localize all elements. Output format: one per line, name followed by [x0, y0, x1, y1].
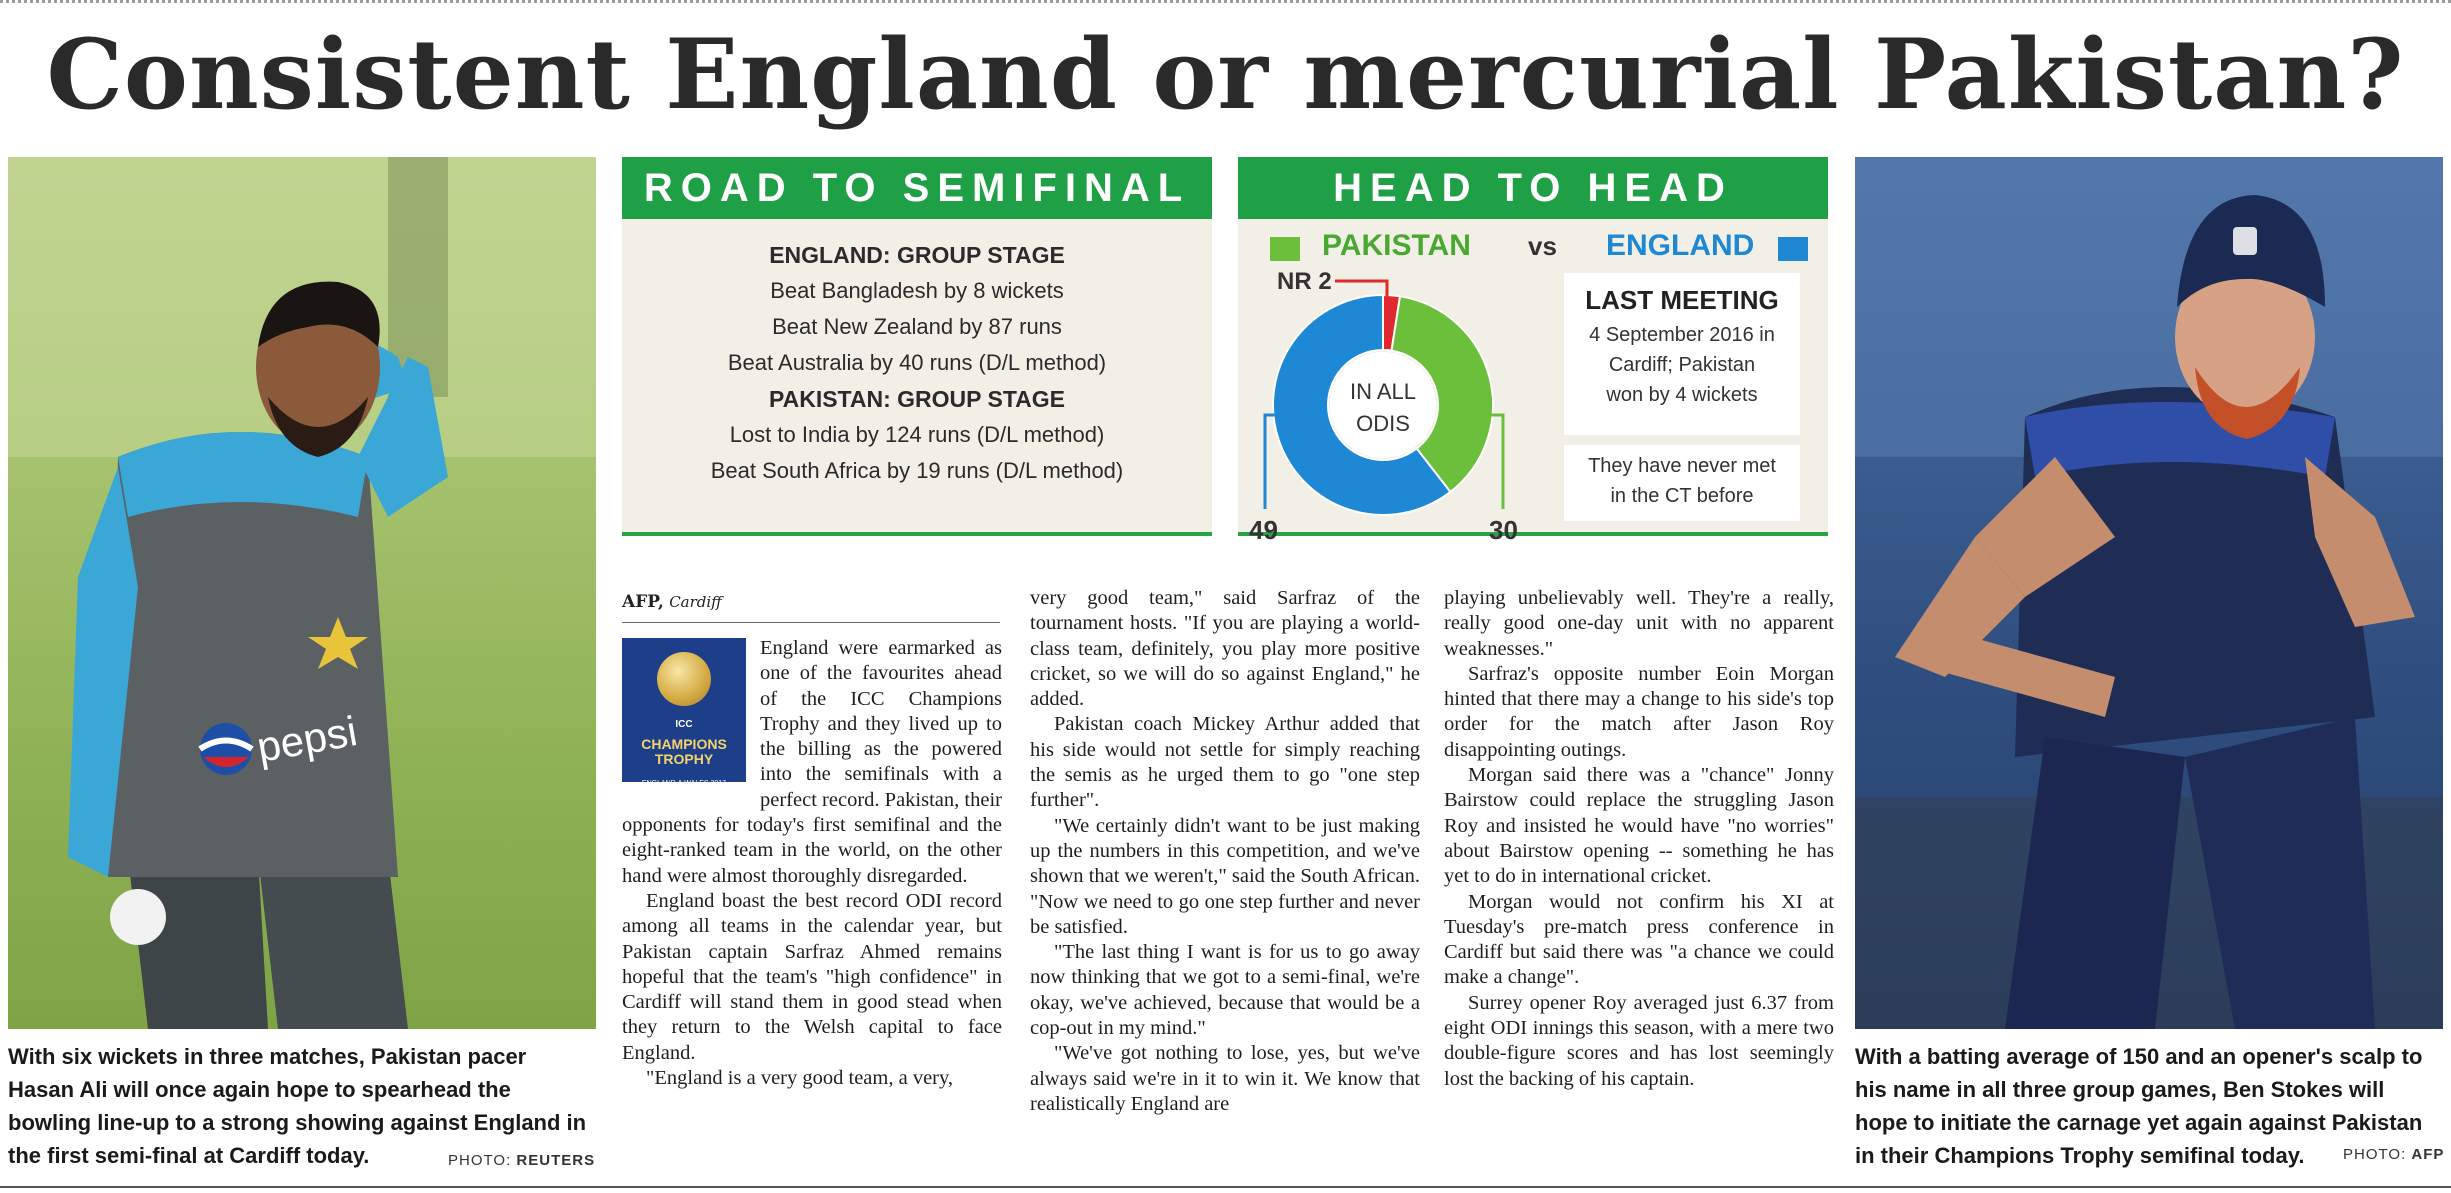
credit-label: PHOTO:	[2343, 1146, 2407, 1163]
head-to-head-box	[1238, 157, 1828, 545]
photo-ben-stokes	[1855, 157, 2443, 1029]
photo-hasan-ali	[8, 157, 596, 1029]
article-paragraph: "We certainly didn't want to be just making up the numbers in this competition, and we've shown that we weren't," said the South African. "Now we need to go one step further and never be satisfied.	[1030, 814, 1420, 938]
bottom-rule	[0, 1186, 2451, 1188]
road-to-semifinal-body	[622, 219, 1212, 489]
article-paragraph: England boast the best record ODI record among all teams in the calendar year, but Pakistan captain Sarfraz Ahmed remains hopeful that the team's "high confidence" in Cardiff will stand them in good stead when they return to the Welsh capital to face England.	[622, 889, 1002, 1064]
article-paragraph: Surrey opener Roy averaged just 6.37 from eight ODI innings this season, with a mere two double-figure scores and has lost seemingly lost the backing of his captain.	[1444, 991, 1834, 1090]
england-result: Beat New Zealand by 87 runs	[772, 314, 1062, 339]
donut-center-label: IN ALL	[1349, 379, 1417, 404]
road-to-semifinal-box	[622, 157, 1212, 536]
donut-center-label: ODIS	[1356, 411, 1410, 436]
photo-credit-right	[2343, 1146, 2444, 1163]
england-legend-label: ENGLAND	[1606, 229, 1755, 262]
caption-right: With a batting average of 150 and an opener's scalp to his name in all three group games, Ben Stokes will hope to initiate the carnage yet again against Pakistan in their Champions Trophy semifinal today.	[1855, 1044, 2423, 1168]
never-met-card	[1564, 445, 1800, 521]
jersey-sponsor-text: pepsi	[253, 707, 361, 771]
article-paragraph: Morgan said there was a "chance" Jonny Bairstow could replace the struggling Jason Roy and insisted he would have "no worries" about Bairstow opening -- something he has yet to do in international cricket.	[1444, 764, 1834, 888]
pakistan-result: Beat South Africa by 19 runs (D/L method)	[710, 458, 1124, 483]
logo-text: TROPHY	[654, 751, 714, 768]
article-paragraph: playing unbelievably well. They're a really, really good one-day unit with no apparent weaknesses."	[1444, 587, 1834, 660]
article-paragraph: "We've got nothing to lose, yes, but we've always said we're in it to win it. We know that realistically England are	[1030, 1042, 1420, 1115]
pakistan-swatch	[1270, 237, 1300, 261]
pakistan-value-label: 30	[1489, 515, 1518, 545]
article-paragraph: Morgan would not confirm his XI at Tuesday's pre-match press conference in Cardiff but said there was "a chance we could make a change".	[1444, 890, 1834, 989]
dateline-rule	[622, 622, 1000, 623]
caption-left: With six wickets in three matches, Pakistan pacer Hasan Ali will once again hope to spearhead the bowling line-up to a strong showing against England in the first semi-final at Cardiff today.	[8, 1044, 587, 1168]
article-column-3	[1444, 586, 1834, 1092]
player-illustration-left	[8, 157, 596, 1029]
england-leader-line	[1265, 415, 1275, 509]
pakistan-group-header: PAKISTAN: GROUP STAGE	[768, 386, 1066, 412]
nr-value-label: NR 2	[1277, 268, 1332, 295]
logo-text: ENGLAND & WALES 2017	[641, 780, 727, 788]
dateline	[622, 592, 722, 612]
headline: Consistent England or mercurial Pakistan?	[46, 18, 2405, 131]
england-group-header: ENGLAND: GROUP STAGE	[769, 242, 1065, 268]
vs-label: vs	[1528, 231, 1557, 261]
pakistan-leader-line	[1491, 415, 1503, 509]
never-met-line: in the CT before	[1610, 485, 1754, 507]
england-swatch	[1778, 237, 1808, 261]
logo-text: CHAMPIONS	[641, 736, 727, 753]
last-meeting-line: Cardiff; Pakistan	[1608, 354, 1756, 376]
pakistan-legend-label: PAKISTAN	[1322, 229, 1471, 262]
donut-center	[1330, 352, 1436, 458]
logo-text: ICC	[675, 719, 693, 730]
article-paragraph: "The last thing I want is for us to go away now thinking that we got to a semi-final, we're okay, we've achieved, because that would be a cop-out in my mind."	[1030, 941, 1420, 1040]
article-paragraph: Pakistan coach Mickey Arthur added that his side would not settle for simply reaching the semis as he urged them to go "one step further".	[1030, 713, 1420, 812]
last-meeting-line: 4 September 2016 in	[1589, 324, 1775, 346]
england-result: Beat Australia by 40 runs (D/L method)	[727, 350, 1107, 375]
head-to-head-donut-chart	[1249, 267, 1558, 545]
article-paragraph: very good team," said Sarfraz of the tournament hosts. "If you are playing a world-class team, definitely, you play more positive cricket, so we will do so against England," he added.	[1030, 587, 1420, 711]
head-to-head-title: HEAD TO HEAD	[1238, 157, 1828, 219]
credit-label: PHOTO:	[448, 1152, 512, 1169]
top-dotted-border	[0, 0, 2451, 3]
credit-source: AFP	[2411, 1146, 2445, 1163]
credit-source: REUTERS	[516, 1152, 596, 1169]
player-illustration-right	[1855, 157, 2443, 1029]
dateline-source: AFP,	[622, 592, 664, 612]
england-value-label: 49	[1249, 515, 1278, 545]
article-paragraph: "England is a very good team, a very,	[646, 1067, 954, 1090]
dateline-place: Cardiff	[669, 593, 722, 611]
trophy-icon	[657, 652, 711, 706]
england-result: Beat Bangladesh by 8 wickets	[770, 278, 1064, 303]
pakistan-result: Lost to India by 124 runs (D/L method)	[729, 422, 1105, 447]
article-paragraph: England were earmarked as one of the favourites ahead of the ICC Champions Trophy and they lived up to the billing as the powered into the semifinals with a perfect record. Pakistan, their opponents for today's first semifinal and the eight-ranked team in the world, on the other hand were almost thoroughly disregarded.	[622, 637, 1002, 887]
last-meeting-title: LAST MEETING	[1585, 285, 1779, 315]
photo-credit-left	[448, 1152, 595, 1169]
last-meeting-line: won by 4 wickets	[1606, 384, 1758, 406]
head-to-head-legend	[1238, 225, 1828, 271]
last-meeting-card	[1564, 273, 1800, 435]
never-met-line: They have never met	[1588, 455, 1776, 477]
road-to-semifinal-title: ROAD TO SEMIFINAL	[622, 157, 1212, 219]
article-column-1	[622, 636, 1002, 1091]
article-column-2	[1030, 586, 1420, 1117]
champions-trophy-logo	[622, 638, 746, 788]
article-paragraph: Sarfraz's opposite number Eoin Morgan hinted that there may a change to his side's top order for the match after Jason Roy disappointing outings.	[1444, 662, 1834, 761]
